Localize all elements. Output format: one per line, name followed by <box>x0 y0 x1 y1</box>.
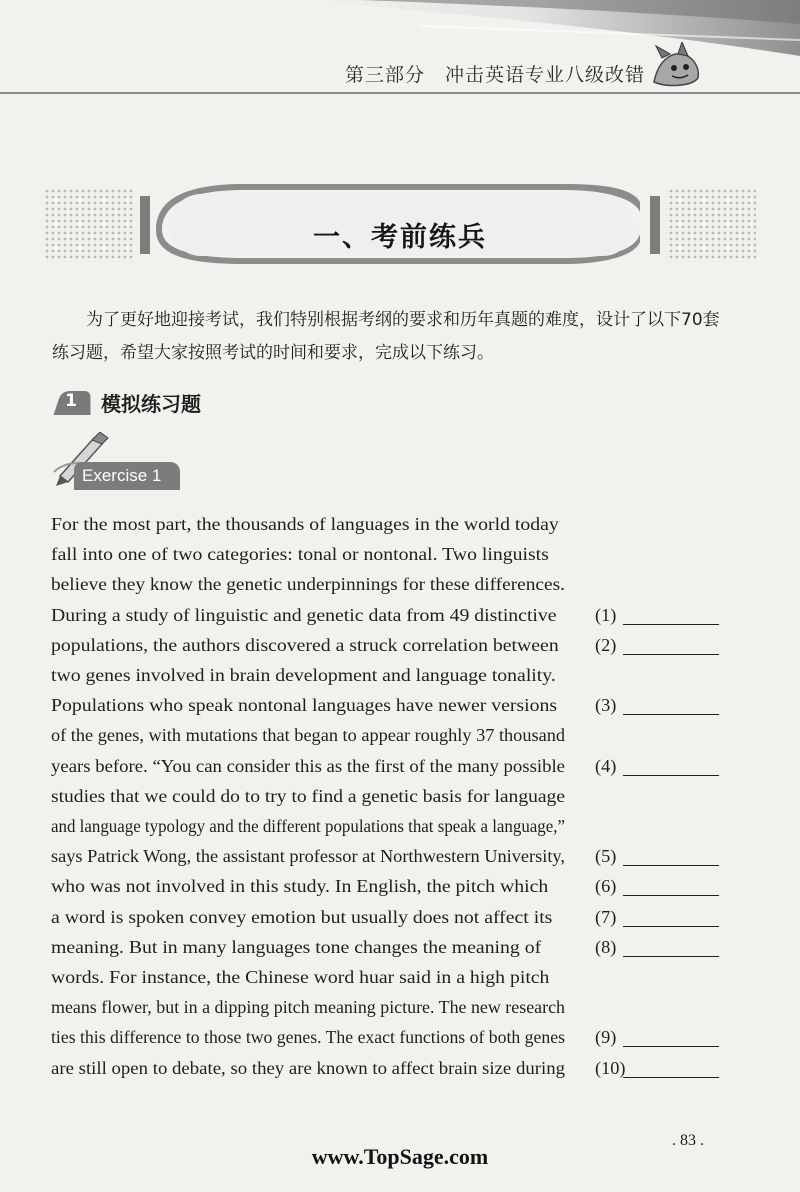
blank-number: (4) <box>595 755 617 776</box>
answer-blank[interactable] <box>623 1077 719 1078</box>
mascot-icon <box>648 42 706 90</box>
footer-url: www.TopSage.com <box>311 1144 489 1169</box>
section-title: 模拟练习题 <box>101 392 201 416</box>
blank-number: (8) <box>595 936 617 957</box>
answer-blank[interactable] <box>623 654 719 655</box>
page-number: . 83 . <box>672 1132 704 1149</box>
intro-paragraph <box>52 304 722 370</box>
passage-line-text: meaning. But in many languages tone changes the meaning of <box>51 936 542 957</box>
passage-line-text: says Patrick Wong, the assistant professor at Northwestern University, <box>51 846 565 867</box>
blank-number: (7) <box>595 906 617 927</box>
passage-line-text: During a study of linguistic and genetic data from 49 distinctive <box>51 604 557 625</box>
running-header-title: 第三部分 冲击英语专业八级改错 <box>344 64 645 86</box>
answer-blank[interactable] <box>623 775 719 776</box>
answer-blank[interactable] <box>623 865 719 866</box>
answer-blank[interactable] <box>623 1046 719 1047</box>
passage-line-text: a word is spoken convey emotion but usually does not affect its <box>51 906 553 927</box>
section-number: 1 <box>65 391 77 411</box>
passage-line-text: words. For instance, the Chinese word huar said in a high pitch <box>51 967 550 987</box>
header-rule <box>0 92 800 94</box>
passage-line-text: who was not involved in this study. In English, the pitch which <box>51 876 549 897</box>
passage-line-text: are still open to debate, so they are known to affect brain size during <box>51 1057 565 1078</box>
intro-text: 为了更好地迎接考试，我们特别根据考纲的要求和历年真题的难度，设计了以下70套练习题，希望大家按照考试的时间和要求，完成以下练习。 <box>52 310 720 363</box>
blank-number: (10) <box>595 1057 626 1078</box>
passage-line-text: two genes involved in brain development and language tonality. <box>51 665 556 685</box>
banner-title: 一、考前练兵 <box>313 222 487 253</box>
passage-line-text: means flower, but in a dipping pitch meaning picture. The new research <box>51 997 565 1018</box>
passage-line-text: ties this difference to those two genes. The exact functions of both genes <box>51 1027 565 1048</box>
passage-line-text: Populations who speak nontonal languages have newer versions <box>51 695 558 716</box>
blank-number: (5) <box>595 846 617 867</box>
passage-line-text: fall into one of two categories: tonal or nontonal. Two linguists <box>51 544 549 565</box>
passage-line-text: years before. “You can consider this as the first of the many possible <box>51 755 565 776</box>
blank-number: (1) <box>595 604 617 625</box>
passage-line-text: of the genes, with mutations that began to appear roughly 37 thousand <box>51 725 565 746</box>
passage-line-text: studies that we could do to try to find a genetic basis for language <box>51 785 565 806</box>
passage-line-text: For the most part, the thousands of languages in the world today <box>51 514 559 534</box>
answer-blank[interactable] <box>623 624 719 625</box>
answer-blank[interactable] <box>623 714 719 715</box>
exercise-label: Exercise 1 <box>82 466 162 485</box>
blank-number: (9) <box>595 1027 617 1048</box>
answer-blank[interactable] <box>623 926 719 927</box>
passage-line-text: and language typology and the different populations that speak a language,” <box>51 816 565 836</box>
blank-number: (3) <box>595 695 617 716</box>
answer-blank[interactable] <box>623 895 719 896</box>
blank-number: (2) <box>595 634 617 655</box>
answer-blank[interactable] <box>623 956 719 957</box>
blank-number: (6) <box>595 876 617 897</box>
passage-line-text: believe they know the genetic underpinnings for these differences. <box>51 574 565 595</box>
passage-line-text: populations, the authors discovered a struck correlation between <box>51 634 559 655</box>
